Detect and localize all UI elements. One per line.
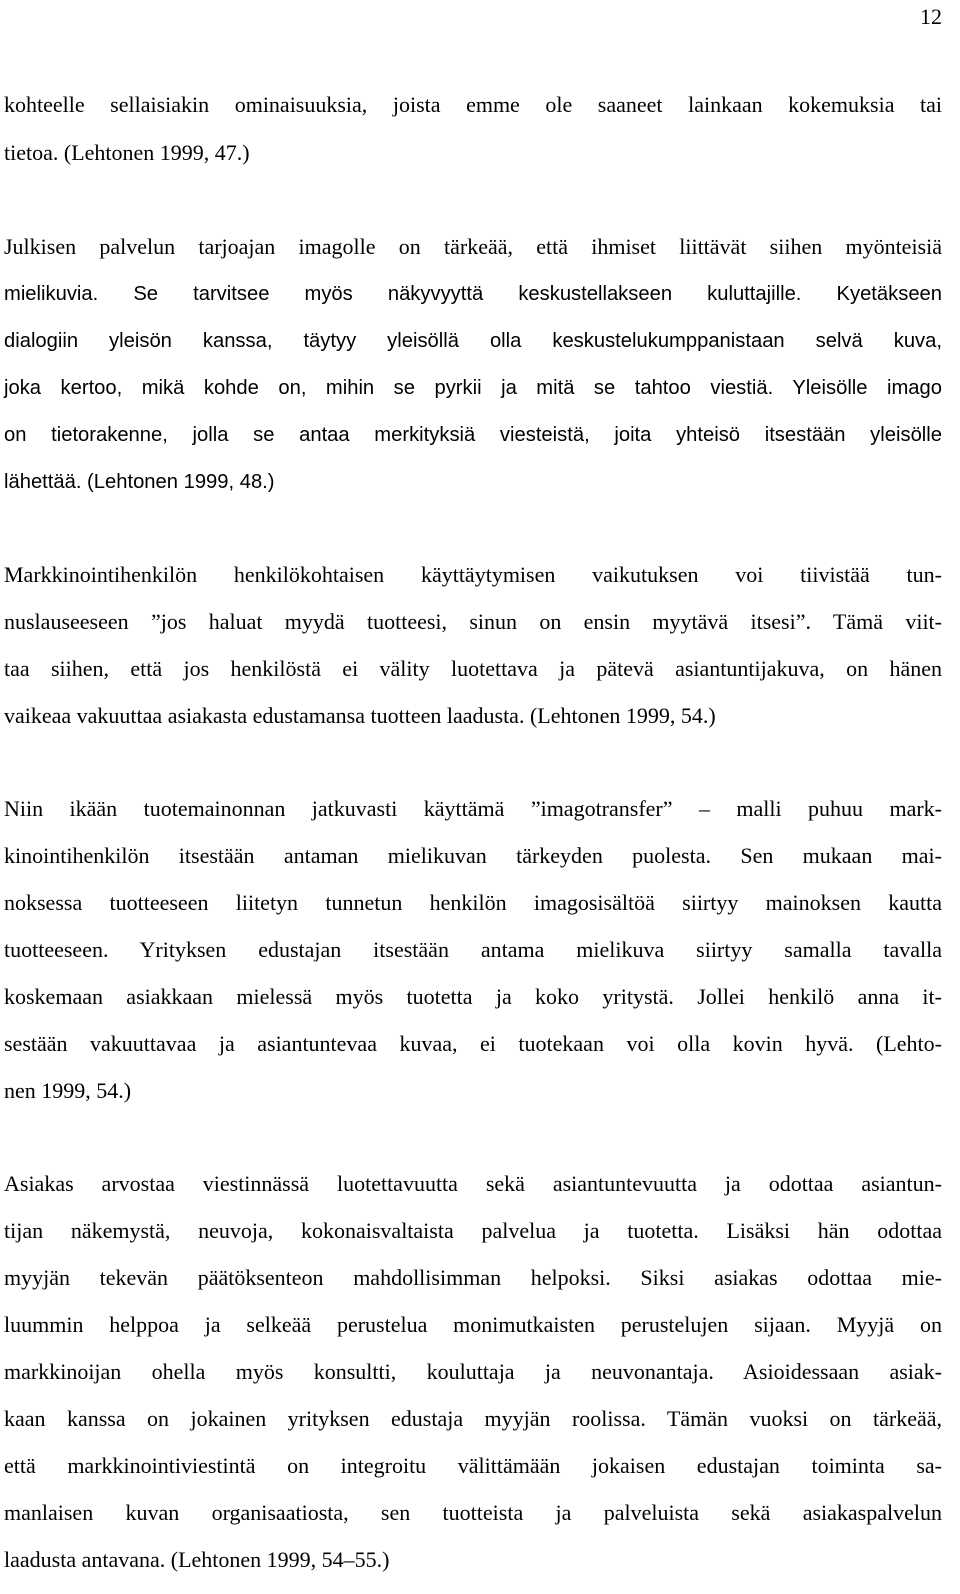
paragraph-line: myyjän tekevän päätöksenteon mahdollisimman helpoksi. Siksi asiakas odottaa mie- <box>4 1265 942 1290</box>
paragraph-line: Niin ikään tuotemainonnan jatkuvasti käyttämä ”imagotransfer” – malli puhuu mark- <box>4 796 942 821</box>
paragraph-line: tuotteeseen. Yrityksen edustajan itsestään antama mielikuva siirtyy samalla tavalla <box>4 937 942 962</box>
paragraph-line: kohteelle sellaisiakin ominaisuuksia, joista emme ole saaneet lainkaan kokemuksia tai <box>4 92 942 117</box>
paragraph-line: lähettää. (Lehtonen 1999, 48.) <box>4 471 275 493</box>
paragraph-line: mielikuvia. Se tarvitsee myös näkyvyyttä keskustellakseen kuluttajille. Kyetäkseen <box>4 283 942 305</box>
paragraph-line: on tietorakenne, jolla se antaa merkityksiä viesteistä, joita yhteisö itsestään yleisölle <box>4 424 942 446</box>
paragraph-line: koskemaan asiakkaan mielessä myös tuotetta ja koko yritystä. Jollei henkilö anna it- <box>4 984 942 1009</box>
paragraph-line: nuslauseeseen ”jos haluat myydä tuotteesi, sinun on ensin myytävä itsesi”. Tämä viit- <box>4 609 942 634</box>
paragraph-line: joka kertoo, mikä kohde on, mihin se pyrkii ja mitä se tahtoo viestiä. Yleisölle imago <box>4 377 942 399</box>
paragraph-line: tijan näkemystä, neuvoja, kokonaisvaltaista palvelua ja tuotetta. Lisäksi hän odottaa <box>4 1218 942 1243</box>
paragraph-line: manlaisen kuvan organisaatiosta, sen tuotteista ja palveluista sekä asiakaspalvelun <box>4 1500 942 1525</box>
paragraph-line: markkinoijan ohella myös konsultti, kouluttaja ja neuvonantaja. Asioidessaan asiak- <box>4 1359 942 1384</box>
paragraph-line: nen 1999, 54.) <box>4 1078 132 1103</box>
paragraph-line: luummin helppoa ja selkeää perustelua monimutkaisten perustelujen sijaan. Myyjä on <box>4 1312 942 1337</box>
paragraph-line: noksessa tuotteeseen liitetyn tunnetun henkilön imagosisältöä siirtyy mainoksen kautta <box>4 890 942 915</box>
paragraph-line: Markkinointihenkilön henkilökohtaisen käyttäytymisen vaikutuksen voi tiivistää tun- <box>4 562 942 587</box>
paragraph-line: kinointihenkilön itsestään antaman mielikuvan tärkeyden puolesta. Sen mukaan mai- <box>4 843 942 868</box>
paragraph-line: että markkinointiviestintä on integroitu välittämään jokaisen edustajan toiminta sa- <box>4 1453 942 1478</box>
paragraph-line: laadusta antavana. (Lehtonen 1999, 54–55.) <box>4 1547 390 1572</box>
paragraph-line: vaikeaa vakuuttaa asiakasta edustamansa tuotteen laadusta. (Lehtonen 1999, 54.) <box>4 703 716 728</box>
paragraph-line: dialogiin yleisön kanssa, täytyy yleisöllä olla keskustelukumppanistaan selvä kuva, <box>4 330 942 352</box>
paragraph-line: kaan kanssa on jokainen yrityksen edustaja myyjän roolissa. Tämän vuoksi on tärkeää, <box>4 1406 942 1431</box>
paragraph-line: sestään vakuuttavaa ja asiantuntevaa kuvaa, ei tuotekaan voi olla kovin hyvä. (Lehto- <box>4 1031 942 1056</box>
paragraph-line: taa siihen, että jos henkilöstä ei välity luotettava ja pätevä asiantuntijakuva, on hänen <box>4 656 942 681</box>
paragraph-line: Asiakas arvostaa viestinnässä luotettavuutta sekä asiantuntevuutta ja odottaa asiantun- <box>4 1171 942 1196</box>
paragraph-line: tietoa. (Lehtonen 1999, 47.) <box>4 140 250 165</box>
paragraph-line: Julkisen palvelun tarjoajan imagolle on tärkeää, että ihmiset liittävät siihen myönteisiä <box>4 234 942 259</box>
page-number: 12 <box>920 4 942 29</box>
